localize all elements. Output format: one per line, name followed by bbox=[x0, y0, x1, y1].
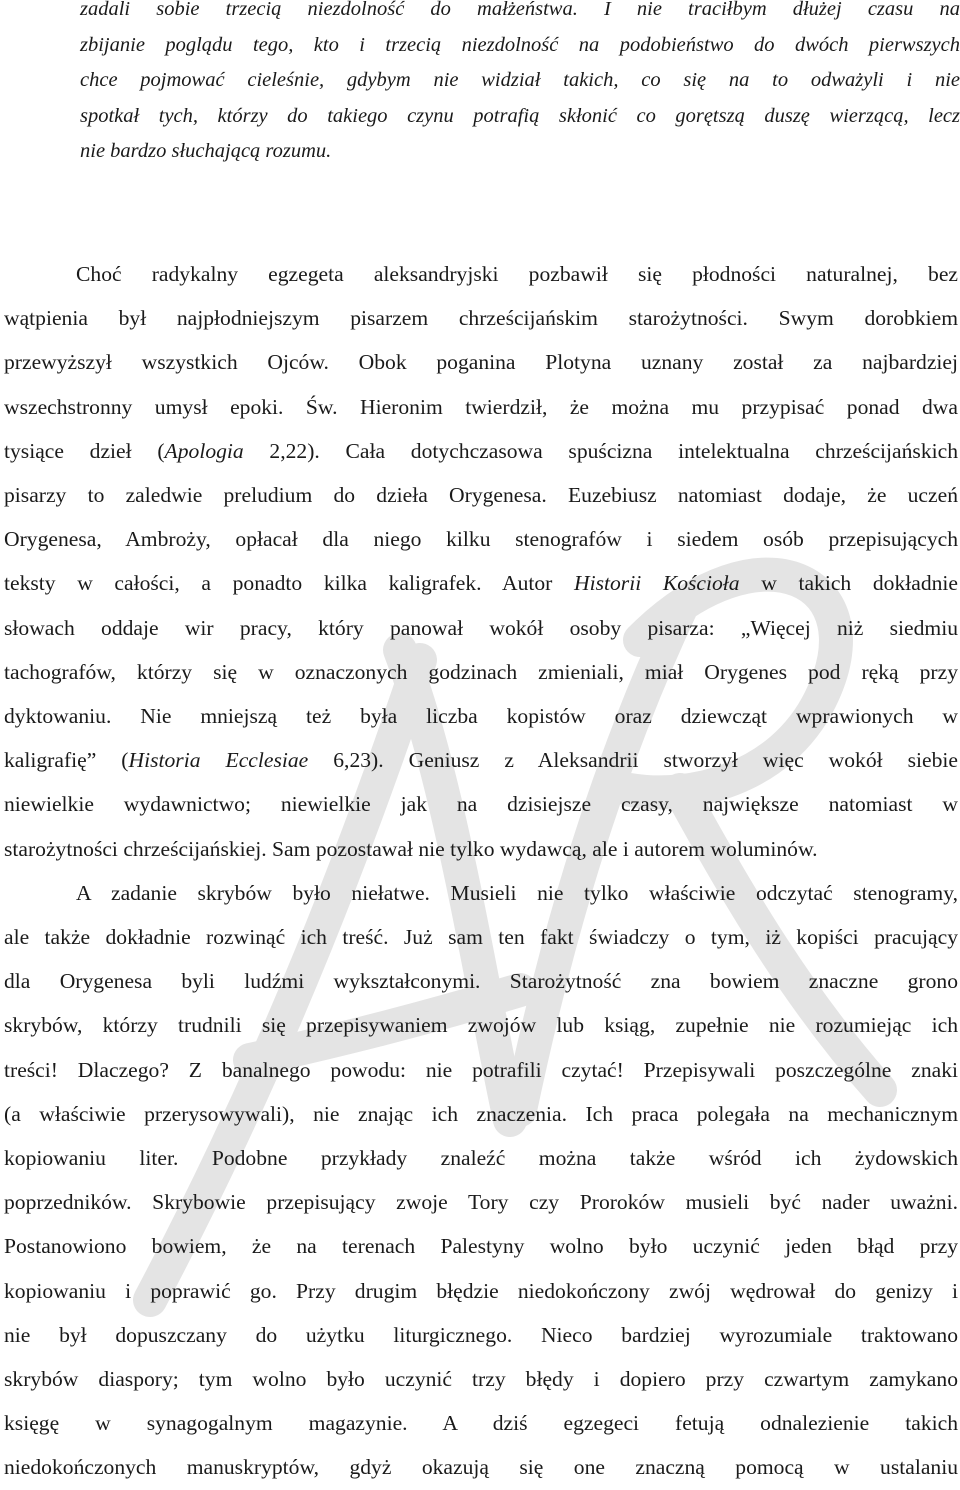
paragraph-line: dyktowaniu. Nie mniejszą też była liczba kopistów oraz dziewcząt wprawionych w bbox=[4, 704, 958, 729]
quote-line: zadali sobie trzecią niezdolność do małżeństwa. I nie traciłbym dłużej czasu na bbox=[80, 0, 960, 20]
paragraph-line: niedokończonych manuskryptów, gdyż okazują się one znaczną pomocą w ustalaniu bbox=[4, 1455, 958, 1480]
quote-line: nie bardzo słuchającą rozumu. bbox=[80, 140, 332, 163]
paragraph-line: pisarzy to zaledwie preludium do dzieła Orygenesa. Euzebiusz natomiast dodaje, że uczeń bbox=[4, 483, 958, 508]
paragraph-line: skrybów, którzy trudnili się przepisywaniem zwojów lub ksiąg, zupełnie nie rozumiejąc ich bbox=[4, 1013, 958, 1038]
text-run: w takich dokładnie bbox=[739, 571, 959, 596]
paragraph-line bbox=[4, 429, 958, 473]
paragraph-line: wszechstronny umysł epoki. Św. Hieronim twierdził, że można mu przypisać ponad dwa bbox=[4, 394, 958, 419]
paragraph-line: niewielkie wydawnictwo; niewielkie jak na dzisiejsze czasy, największe natomiast w bbox=[4, 792, 958, 817]
quote-block bbox=[80, 0, 960, 170]
paragraph-line: Choć radykalny egzegeta aleksandryjski pozbawił się płodności naturalnej, bez bbox=[76, 262, 958, 286]
paragraph-line: słowach oddaje wir pracy, który panował wokół osoby pisarza: „Więcej niż siedmiu bbox=[4, 615, 958, 640]
paragraph-line bbox=[4, 561, 958, 605]
paragraph-line: nie był dopuszczany do użytku liturgicznego. Nieco bardziej wyrozumiale traktowano bbox=[4, 1322, 958, 1347]
paragraph-line bbox=[4, 738, 958, 782]
text-run: teksty w całości, a ponadto kilka kaligrafek. Autor bbox=[4, 571, 574, 596]
paragraph-line: poprzedników. Skrybowie przepisujący zwoje Tory czy Proroków musieli być nader uważni. bbox=[4, 1190, 958, 1215]
text-run: 6,23). Geniusz z Aleksandrii stworzył więc wokół siebie bbox=[308, 748, 959, 773]
paragraph-line: treści! Dlaczego? Z banalnego powodu: nie potrafili czytać! Przepisywali poszczególne znaki bbox=[4, 1057, 958, 1082]
work-title: Historii Kościoła bbox=[574, 571, 740, 596]
paragraph-line: wątpienia był najpłodniejszym pisarzem chrześcijańskim starożytności. Swym dorobkiem bbox=[4, 306, 958, 331]
paragraph-line: tachografów, którzy się w oznaczonych godzinach zmieniali, miał Orygenes pod ręką przy bbox=[4, 659, 958, 684]
quote-line: zbijanie poglądu tego, kto i trzecią niezdolność na podobieństwo do dwóch pierwszych bbox=[80, 33, 960, 56]
paragraph-line: kopiowaniu i poprawić go. Przy drugim błędzie niedokończony zwój wędrował do genizy i bbox=[4, 1278, 958, 1303]
text-run: 2,22). Cała dotychczasowa spuścizna intelektualna chrześcijańskich bbox=[243, 438, 958, 463]
paragraph-line: ale także dokładnie rozwinąć ich treść. Już sam ten fakt świadczy o tym, iż kopiści pracujący bbox=[4, 925, 958, 950]
paragraph-line: A zadanie skrybów było niełatwe. Musieli nie tylko właściwie odczytać stenogramy, bbox=[76, 880, 958, 905]
text-run: kaligrafię” ( bbox=[4, 748, 129, 773]
work-title: Historia Ecclesiae bbox=[128, 748, 309, 773]
text-run: tysiące dzieł ( bbox=[4, 438, 165, 463]
paragraph-line: przewyższył wszystkich Ojców. Obok poganina Plotyna uznany został za najbardziej bbox=[4, 350, 958, 375]
paragraph-line: (a właściwie przerysowywali), nie znając ich znaczenia. Ich praca polegała na mechanicznym bbox=[4, 1101, 958, 1126]
paragraph-line: skrybów diaspory; tym wolno było uczynić trzy błędy i dopiero przy czwartym zamykano bbox=[4, 1367, 958, 1392]
paragraph-line: starożytności chrześcijańskiej. Sam pozostawał nie tylko wydawcą, ale i autorem woluminów. bbox=[4, 836, 818, 861]
quote-line: spotkał tych, którzy do takiego czynu potrafią skłonić co gorętszą duszę wierzącą, lecz bbox=[80, 104, 960, 127]
paragraph-line: Postanowiono bowiem, że na terenach Palestyny wolno było uczynić jeden błąd przy bbox=[4, 1234, 958, 1259]
quote-line: chce pojmować cieleśnie, gdybym nie widział takich, co się na to odważyli i nie bbox=[80, 69, 960, 92]
paragraph-line: księgę w synagogalnym magazynie. A dziś egzegeci fetują odnalezienie takich bbox=[4, 1411, 958, 1436]
paragraph-line: Orygenesa, Ambroży, opłacał dla niego kilku stenografów i siedem osób przepisujących bbox=[4, 527, 958, 552]
paragraph-line: kopiowaniu liter. Podobne przykłady znaleźć można także wśród ich żydowskich bbox=[4, 1146, 958, 1171]
work-title: Apologia bbox=[164, 438, 244, 463]
main-text bbox=[4, 252, 958, 1490]
paragraph-line: dla Orygenesa byli ludźmi wykształconymi. Starożytność zna bowiem znaczne grono bbox=[4, 969, 958, 994]
